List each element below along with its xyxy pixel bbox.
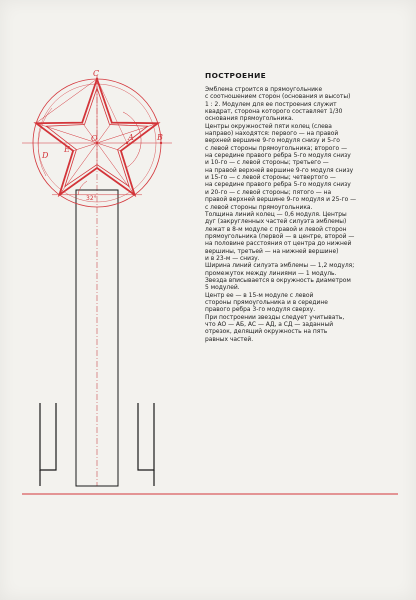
construction-line-ca bbox=[97, 79, 127, 143]
point-b-marker bbox=[160, 142, 162, 144]
construction-description: Эмблема строится в прямоугольнике с соотношением сторон (основания и высоты) 1 : 2. Модулем для ее построения служит квадрат, сторона которого составляет 1/30 основания прямоугольника. Центры окружностей пяти колец (слева направо) находятся: первого — на правой верхней вершине 9-го модуля снизу и 5-го с левой стороны прямоугольника; второго — на середине правого ребра 5-го модуля снизу и 10-го — с левой стороны; третьего — на правой верхней вершине 9-го модуля снизу и 15-го — с левой стороны; четвертого — на середине правого ребра 5-го модуля снизу и 20-го — с левой стороны; пятого — на правой верхней вершине 9-го модуля и 25-го — с левой стороны прямоугольника. Толщина линий колец — 0,6 модуля. Центры дуг (закругленных частей силуэта эмблемы) лежат в 8-м модуле с правой и левой сторон прямоугольника (первой — в центре, второй — на половине расстояния от центра до нижней вершины, третьей — на нижней вершине) и в 23-м — снизу. Ширина линий силуэта эмблемы — 1,2 модуля; промежуток между линиями — 1 модуль. Звезда вписывается в окружность диаметром 5 модулей. Центр ее — в 15-м модуле с левой стороны прямоугольника и в середине правого ребра 3-го модуля сверху. При построении звезды следует учитывать, что АО — АБ, АС — АД, а СД — заданный отрезок, делящий окружность на пять равных частей. bbox=[205, 86, 357, 343]
label-d: D bbox=[42, 151, 49, 160]
left-bracket bbox=[40, 403, 56, 470]
label-o: O bbox=[91, 134, 98, 143]
label-angle: 32° bbox=[86, 195, 97, 202]
right-bracket bbox=[138, 403, 154, 470]
label-a: A bbox=[128, 133, 134, 142]
point-c-marker bbox=[96, 78, 98, 80]
label-b: B bbox=[157, 133, 163, 142]
label-e: E bbox=[64, 145, 70, 154]
construction-arc-cd bbox=[38, 108, 52, 176]
construction-line-cd bbox=[36, 79, 97, 123]
section-heading: ПОСТРОЕНИЕ bbox=[205, 71, 267, 80]
point-a-marker bbox=[126, 142, 128, 144]
angle-arc bbox=[78, 181, 87, 195]
label-c: C bbox=[93, 69, 100, 78]
